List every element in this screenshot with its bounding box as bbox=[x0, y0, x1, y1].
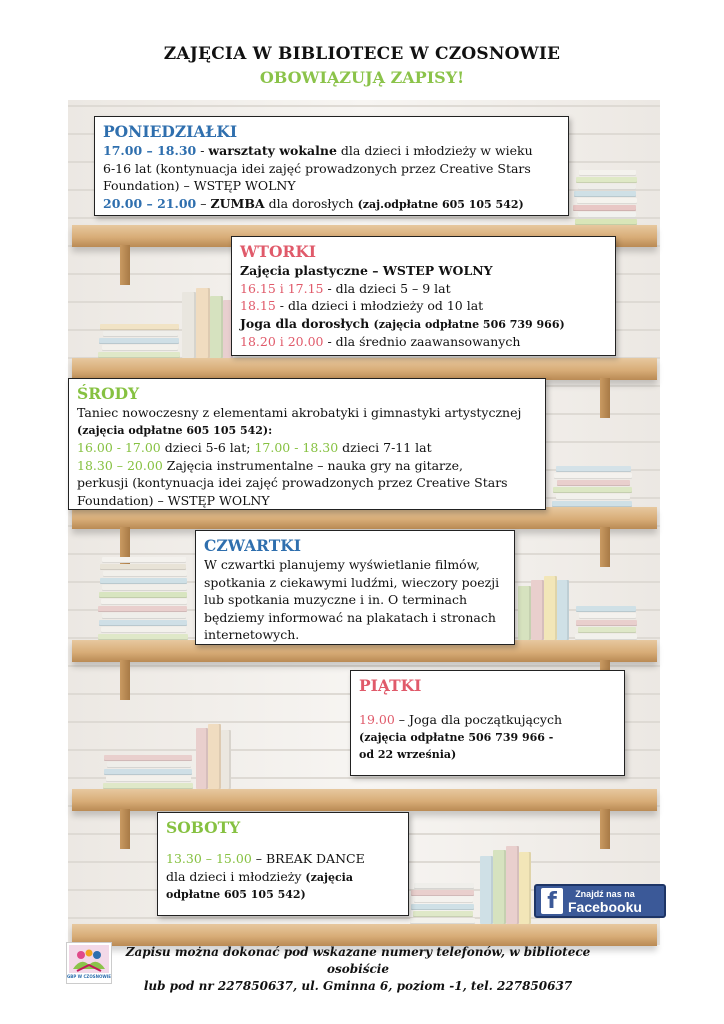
flat-book bbox=[100, 564, 186, 570]
tuesday-title: WTORKI bbox=[240, 242, 317, 261]
flat-book bbox=[575, 219, 637, 225]
flat-book bbox=[99, 592, 187, 598]
flat-book bbox=[102, 585, 187, 591]
flat-book bbox=[103, 331, 178, 337]
flat-book bbox=[98, 634, 188, 640]
tuesday-line-1: Zajęcia plastyczne – WSTEP WOLNY bbox=[240, 263, 493, 278]
tuesday-line-2: 16.15 i 17.15 - dla dzieci 5 – 9 lat bbox=[240, 280, 451, 296]
facebook-badge[interactable] bbox=[534, 884, 666, 918]
library-logo bbox=[66, 942, 112, 984]
library-logo-text: GBP W CZOSNOWIE bbox=[67, 974, 111, 979]
footer-line-1: Zapisu można dokonać pod wskazane numery telefonów, w bibliotece osobiście bbox=[125, 945, 591, 976]
flat-book bbox=[578, 212, 636, 218]
panel-friday bbox=[350, 670, 625, 776]
shelf-bracket bbox=[120, 809, 130, 849]
flat-book bbox=[411, 904, 474, 910]
shelf-bracket bbox=[120, 245, 130, 285]
wednesday-line-5: perkusji (kontynuacja idei zajęć prowadzonych przez Creative Stars bbox=[77, 475, 508, 490]
flat-book bbox=[576, 177, 637, 183]
flat-book bbox=[107, 762, 191, 768]
wednesday-line-1: Taniec nowoczesny z elementami akrobatyki i gimnastyki artystycznej bbox=[77, 405, 522, 420]
monday-line-4: 20.00 – 21.00 – ZUMBA dla dorosłych (zaj.odpłatne 605 105 542) bbox=[103, 195, 524, 211]
saturday-title: SOBOTY bbox=[166, 818, 241, 837]
standing-book bbox=[506, 846, 519, 924]
standing-book bbox=[480, 856, 493, 924]
tuesday-line-3: 18.15 - dla dzieci i młodzieży od 10 lat bbox=[240, 298, 484, 313]
saturday-line-2: dla dzieci i młodzieży (zajęcia bbox=[166, 868, 353, 884]
flat-book bbox=[104, 755, 192, 761]
monday-line-3: Foundation) – WSTĘP WOLNY bbox=[103, 178, 296, 193]
standing-book bbox=[196, 288, 210, 358]
facebook-badge-text: Znajdź nas na Facebooku bbox=[568, 888, 642, 915]
standing-book bbox=[182, 292, 196, 358]
page-subtitle: OBOWIĄZUJĄ ZAPISY! bbox=[259, 68, 465, 87]
wednesday-line-6: Foundation) – WSTĘP WOLNY bbox=[77, 492, 270, 508]
flat-book bbox=[102, 557, 186, 563]
friday-line-3: od 22 września) bbox=[359, 748, 457, 761]
thursday-line-3: lub spotkania muzyczne i in. O terminach bbox=[204, 592, 468, 607]
flat-book bbox=[100, 578, 187, 584]
panel-saturday bbox=[157, 812, 409, 916]
flat-book bbox=[101, 627, 186, 633]
thursday-line-5: internetowych. bbox=[204, 627, 300, 642]
flat-book bbox=[99, 338, 179, 344]
shelf-3 bbox=[72, 507, 657, 529]
flat-book bbox=[554, 473, 632, 479]
standing-book bbox=[531, 580, 544, 640]
standing-book bbox=[493, 850, 506, 924]
shelf-bracket bbox=[600, 378, 610, 418]
wednesday-line-3: 16.00 - 17.00 dzieci 5-6 lat; 17.00 - 18.30 dzieci 7-11 lat bbox=[77, 440, 432, 455]
friday-line-1: 19.00 – Joga dla początkujących bbox=[359, 712, 563, 727]
flat-book bbox=[101, 599, 187, 605]
standing-book bbox=[210, 296, 223, 358]
saturday-line-1: 13.30 – 15.00 – BREAK DANCE bbox=[166, 851, 365, 866]
flat-book bbox=[552, 501, 632, 507]
flat-book bbox=[578, 184, 636, 190]
monday-title: PONIEDZIAŁKI bbox=[103, 122, 238, 141]
saturday-line-3: odpłatne 605 105 542) bbox=[166, 888, 306, 901]
shelf-bracket bbox=[600, 809, 610, 849]
wednesday-line-4: 18.30 – 20.00 Zajęcia instrumentalne – nauka gry na gitarze, bbox=[77, 457, 463, 473]
flat-book bbox=[414, 883, 474, 889]
flat-book bbox=[410, 918, 475, 924]
footer-note bbox=[118, 944, 598, 995]
shelf-2 bbox=[72, 358, 657, 380]
shelf-6 bbox=[72, 924, 657, 946]
flat-book bbox=[556, 494, 630, 500]
tuesday-line-5: 18.20 i 20.00 - dla średnio zaawansowanych bbox=[240, 334, 521, 349]
flat-book bbox=[414, 897, 473, 903]
flat-book bbox=[579, 613, 636, 619]
footer-line-2: lub pod nr 227850637, ul. Gminna 6, poziom -1, tel. 227850637 bbox=[143, 979, 573, 993]
shelf-bracket bbox=[600, 527, 610, 567]
standing-book bbox=[208, 724, 221, 789]
panel-tuesday bbox=[231, 236, 616, 356]
flat-book bbox=[103, 571, 187, 577]
flat-book bbox=[573, 205, 636, 211]
flat-book bbox=[557, 480, 630, 486]
flat-book bbox=[98, 352, 180, 358]
thursday-line-1: W czwartki planujemy wyświetlanie filmów, bbox=[204, 557, 480, 572]
monday-line-2: 6-16 lat (kontynuacja idei zajęć prowadzonych przez Creative Stars bbox=[103, 160, 531, 176]
standing-book bbox=[544, 576, 557, 640]
friday-line-2: (zajęcia odpłatne 506 739 966 - bbox=[359, 730, 554, 744]
flat-book bbox=[106, 776, 191, 782]
flat-book bbox=[576, 606, 636, 612]
wednesday-line-2: (zajęcia odpłatne 605 105 542): bbox=[77, 423, 273, 437]
standing-book bbox=[557, 580, 569, 640]
facebook-f-icon: f bbox=[541, 888, 563, 914]
flat-book bbox=[577, 198, 637, 204]
thursday-line-2: spotkania z ciekawymi ludźmi, wieczory poezji bbox=[204, 574, 500, 590]
wednesday-title: ŚRODY bbox=[77, 384, 140, 403]
flat-book bbox=[102, 345, 178, 351]
panel-monday bbox=[94, 116, 569, 216]
flat-book bbox=[104, 769, 192, 775]
standing-book bbox=[518, 586, 531, 640]
standing-book bbox=[221, 730, 231, 789]
flat-book bbox=[103, 783, 193, 789]
thursday-line-4: będziemy informować na plakatach i stronach bbox=[204, 609, 496, 625]
friday-title: PIĄTKI bbox=[359, 676, 422, 695]
standing-book bbox=[196, 728, 208, 789]
shelf-5 bbox=[72, 789, 657, 811]
standing-book bbox=[519, 852, 531, 924]
flat-book bbox=[579, 170, 636, 176]
monday-line-1: 17.00 – 18.30 - warsztaty wokalne dla dzieci i młodzieży w wieku bbox=[103, 143, 533, 158]
flat-book bbox=[99, 620, 187, 626]
flat-book bbox=[102, 613, 186, 619]
flat-book bbox=[575, 634, 637, 640]
flat-book bbox=[574, 191, 636, 197]
flat-book bbox=[98, 606, 187, 612]
panel-thursday bbox=[195, 530, 515, 645]
flat-book bbox=[556, 466, 631, 472]
flat-book bbox=[553, 487, 632, 493]
page-title: ZAJĘCIA W BIBLIOTECE W CZOSNOWIE bbox=[163, 44, 561, 64]
flat-book bbox=[578, 627, 636, 633]
flat-book bbox=[100, 324, 179, 330]
flat-book bbox=[413, 911, 473, 917]
flat-book bbox=[576, 620, 637, 626]
tuesday-line-4: Joga dla dorosłych (zajęcia odpłatne 506 739 966) bbox=[240, 315, 565, 331]
thursday-title: CZWARTKI bbox=[204, 536, 301, 555]
panel-wednesday bbox=[68, 378, 546, 510]
flat-book bbox=[411, 890, 474, 896]
shelf-bracket bbox=[120, 660, 130, 700]
